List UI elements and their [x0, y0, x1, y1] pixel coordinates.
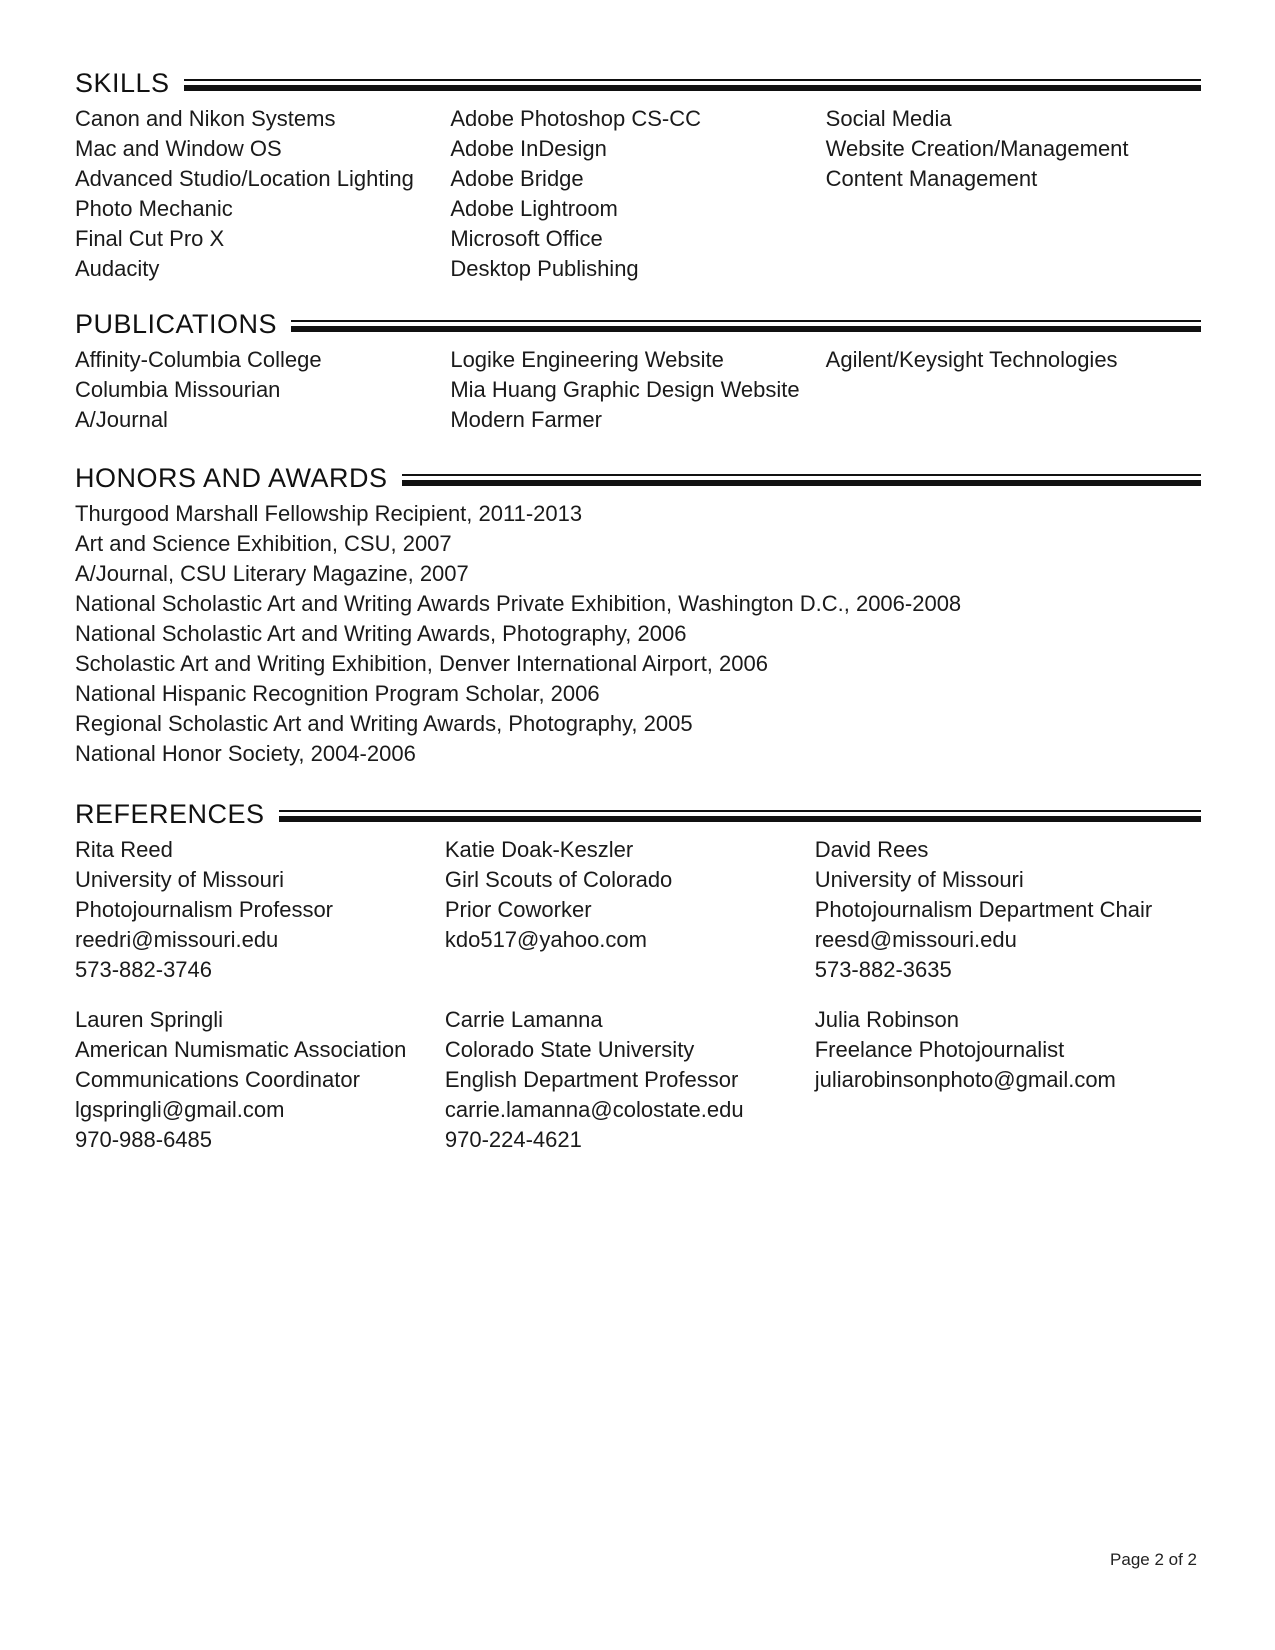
reference-entry	[75, 835, 445, 985]
skill-item: Canon and Nikon Systems	[75, 106, 336, 131]
skill-item: Mac and Window OS	[75, 136, 282, 161]
reference-entry	[815, 835, 1201, 985]
reference-organization: American Numismatic Association	[75, 1037, 407, 1062]
reference-name: Julia Robinson	[814, 1007, 960, 1032]
publication-item: A/Journal	[75, 407, 168, 432]
reference-title: Photojournalism Department Chair	[814, 897, 1153, 922]
honor-item: Scholastic Art and Writing Exhibition, Denver International Airport, 2006	[75, 651, 768, 676]
skills-column-3	[826, 104, 1201, 284]
section-divider	[279, 810, 1201, 824]
publication-item: Columbia Missourian	[75, 377, 281, 402]
skill-item: Adobe InDesign	[450, 136, 607, 161]
references-column-3	[815, 835, 1201, 1175]
skills-columns	[75, 104, 1201, 284]
honor-item: National Honor Society, 2004-2006	[75, 741, 416, 766]
publication-item: Affinity-Columbia College	[75, 347, 322, 372]
reference-organization: Girl Scouts of Colorado	[444, 867, 673, 892]
skills-column-1	[75, 104, 450, 284]
honors-section	[75, 461, 1201, 769]
publication-item: Agilent/Keysight Technologies	[825, 347, 1118, 372]
publication-item: Mia Huang Graphic Design Website	[450, 377, 800, 402]
reference-title: English Department Professor	[444, 1067, 739, 1092]
skill-item: Adobe Photoshop CS-CC	[450, 106, 702, 131]
skill-item: Final Cut Pro X	[75, 226, 225, 251]
reference-entry	[445, 835, 815, 985]
reference-entry	[445, 1005, 815, 1155]
skill-item: Content Management	[825, 166, 1038, 191]
skill-item: Audacity	[75, 256, 160, 281]
reference-phone: 970-988-6485	[75, 1127, 213, 1152]
skill-item: Social Media	[825, 106, 952, 131]
reference-organization: University of Missouri	[814, 867, 1024, 892]
honor-item: Art and Science Exhibition, CSU, 2007	[75, 531, 452, 556]
reference-email: kdo517@yahoo.com	[444, 927, 647, 952]
reference-email: reesd@missouri.edu	[814, 927, 1017, 952]
publications-column-2	[450, 345, 825, 435]
honors-heading: HONORS AND AWARDS	[75, 463, 388, 493]
honor-item: Thurgood Marshall Fellowship Recipient, 2011-2013	[75, 501, 583, 526]
reference-phone: 573-882-3635	[814, 957, 952, 982]
publications-column-1	[75, 345, 450, 435]
publication-item: Logike Engineering Website	[450, 347, 724, 372]
skill-item: Photo Mechanic	[75, 196, 233, 221]
reference-email: reedri@missouri.edu	[75, 927, 279, 952]
skills-section	[75, 66, 1201, 284]
reference-entry	[815, 1005, 1201, 1095]
reference-phone: 970-224-4621	[444, 1127, 582, 1152]
reference-name: Carrie Lamanna	[444, 1007, 603, 1032]
publications-heading: PUBLICATIONS	[75, 309, 278, 339]
publications-columns	[75, 345, 1201, 435]
honor-item: Regional Scholastic Art and Writing Awards, Photography, 2005	[75, 711, 693, 736]
skills-column-2	[450, 104, 825, 284]
references-heading-row	[75, 797, 1201, 831]
reference-title: Prior Coworker	[444, 897, 592, 922]
references-section	[75, 797, 1201, 1175]
publication-item: Modern Farmer	[450, 407, 602, 432]
reference-entry	[75, 1005, 445, 1155]
section-divider	[291, 320, 1201, 334]
reference-name: David Rees	[814, 837, 929, 862]
honor-item: National Scholastic Art and Writing Awards, Photography, 2006	[75, 621, 687, 646]
reference-email: carrie.lamanna@colostate.edu	[444, 1097, 744, 1122]
honors-list	[75, 499, 1201, 769]
skill-item: Advanced Studio/Location Lighting	[75, 166, 414, 191]
honor-item: National Hispanic Recognition Program Scholar, 2006	[75, 681, 600, 706]
reference-name: Katie Doak-Keszler	[444, 837, 634, 862]
reference-title: Photojournalism Professor	[75, 897, 334, 922]
reference-phone: 573-882-3746	[75, 957, 213, 982]
reference-organization: University of Missouri	[75, 867, 285, 892]
skill-item: Desktop Publishing	[450, 256, 639, 281]
reference-email: lgspringli@gmail.com	[75, 1097, 285, 1122]
references-column-1	[75, 835, 445, 1175]
skill-item: Website Creation/Management	[825, 136, 1129, 161]
page-number: Page 2 of 2	[1110, 1550, 1197, 1569]
honors-heading-row	[75, 461, 1201, 495]
skill-item: Adobe Lightroom	[450, 196, 618, 221]
section-divider	[402, 474, 1201, 488]
reference-name: Lauren Springli	[75, 1007, 223, 1032]
section-divider	[184, 79, 1201, 93]
reference-organization: Freelance Photojournalist	[814, 1037, 1065, 1062]
skills-heading-row	[75, 66, 1201, 100]
reference-organization: Colorado State University	[444, 1037, 695, 1062]
honor-item: A/Journal, CSU Literary Magazine, 2007	[75, 561, 469, 586]
reference-name: Rita Reed	[75, 837, 173, 862]
honor-item: National Scholastic Art and Writing Awards Private Exhibition, Washington D.C., 2006-2008	[75, 591, 962, 616]
references-column-2	[445, 835, 815, 1175]
skill-item: Adobe Bridge	[450, 166, 584, 191]
reference-phone	[445, 955, 815, 985]
reference-email: juliarobinsonphoto@gmail.com	[814, 1067, 1116, 1092]
publications-section	[75, 307, 1201, 435]
publications-column-3	[826, 345, 1201, 435]
publications-heading-row	[75, 307, 1201, 341]
references-columns	[75, 835, 1201, 1175]
skill-item: Microsoft Office	[450, 226, 603, 251]
reference-title: Communications Coordinator	[75, 1067, 360, 1092]
references-heading: REFERENCES	[75, 799, 265, 829]
skills-heading: SKILLS	[75, 68, 170, 98]
